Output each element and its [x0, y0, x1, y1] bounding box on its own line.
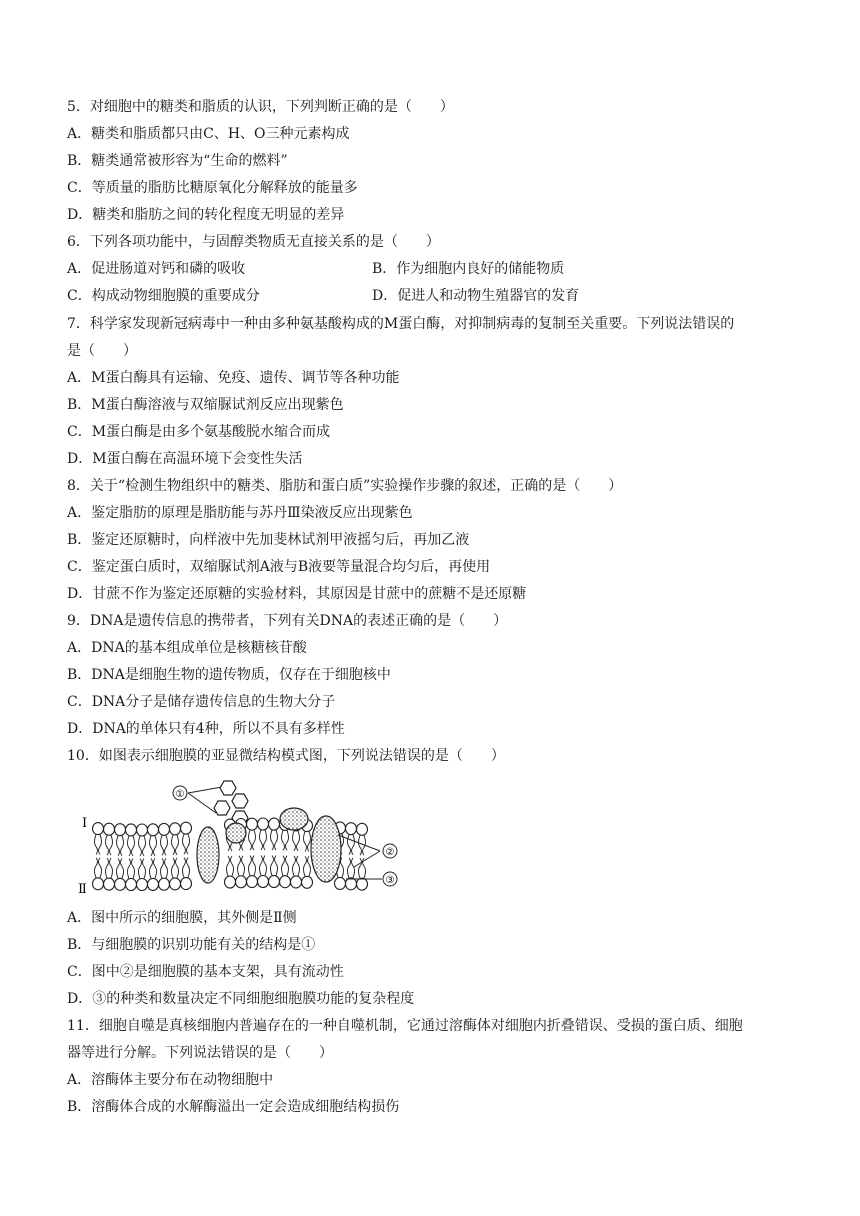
- question-8-option-c: C．鉴定蛋白质时，双缩脲试剂A液与B液要等量混合均匀后，再使用: [67, 559, 491, 575]
- label-1: ①: [175, 789, 185, 800]
- question-9-stem: 9．DNA是遗传信息的携带者，下列有关DNA的表述正确的是（ ）: [67, 613, 508, 629]
- phospholipid-tail: [121, 836, 124, 856]
- phospholipid-tail: [143, 858, 146, 878]
- protein-4: [311, 816, 341, 882]
- phospholipid-tail: [165, 858, 168, 878]
- question-7-option-b: B．M蛋白酶溶液与双缩脲试剂反应出现紫色: [67, 397, 344, 413]
- phospholipid-tail: [293, 856, 296, 876]
- phospholipid-head: [115, 878, 126, 890]
- phospholipid-tail: [282, 830, 285, 850]
- phospholipid-head: [159, 823, 170, 835]
- question-7-option-c: C．M蛋白酶是由多个氨基酸脱水缩合而成: [67, 424, 331, 440]
- question-7-stem-line-2: 是（ ）: [67, 343, 137, 359]
- phospholipid-head: [104, 878, 115, 890]
- phospholipid-head: [126, 878, 137, 890]
- phospholipid-tail: [249, 830, 252, 850]
- question-11-option-b: B．溶酶体合成的水解酶溢出一定会造成细胞结构损伤: [67, 1099, 400, 1115]
- question-6-stem: 6．下列各项功能中，与固醇类物质无直接关系的是（ ）: [67, 234, 440, 250]
- phospholipid-tail: [275, 856, 278, 876]
- phospholipid-head: [115, 824, 126, 836]
- phospholipid-tail: [165, 835, 168, 855]
- phospholipid-tail: [297, 831, 300, 851]
- question-10-option-d: D．③的种类和数量决定不同细胞细胞膜功能的复杂程度: [67, 991, 415, 1007]
- question-5-option-c: C．等质量的脂肪比糖原氧化分解释放的能量多: [67, 180, 358, 196]
- phospholipid-tail: [110, 835, 113, 855]
- question-9-option-b: B．DNA是细胞生物的遗传物质，仅存在于细胞核中: [67, 667, 391, 683]
- phospholipid-tail: [352, 858, 355, 878]
- phospholipid-tail: [308, 856, 311, 876]
- protein-1: [197, 827, 219, 883]
- phospholipid-tail: [359, 858, 362, 878]
- phospholipid-head: [357, 823, 368, 835]
- phospholipid-tail: [231, 856, 234, 876]
- protein-3: [280, 808, 308, 830]
- question-9-option-c: C．DNA分子是储存遗传信息的生物大分子: [67, 694, 336, 710]
- phospholipid-head: [170, 823, 181, 835]
- phospholipid-head: [104, 823, 115, 835]
- phospholipid-head: [181, 878, 192, 890]
- phospholipid-tail: [282, 856, 285, 876]
- phospholipid-tail: [264, 856, 267, 876]
- phospholipid-tail: [128, 836, 131, 856]
- phospholipid-tail: [172, 858, 175, 878]
- phospholipid-head: [247, 818, 258, 830]
- phospholipid-tail: [275, 830, 278, 850]
- question-10-option-a: A．图中所示的细胞膜，其外侧是Ⅱ侧: [67, 910, 297, 926]
- phospholipid-head: [181, 822, 192, 834]
- phospholipid-head: [148, 878, 159, 890]
- question-11-option-a: A．溶酶体主要分布在动物细胞中: [67, 1072, 274, 1088]
- label-2: ②: [385, 847, 395, 858]
- question-10-option-b: B．与细胞膜的识别功能有关的结构是①: [67, 937, 316, 953]
- phospholipid-head: [137, 824, 148, 836]
- phospholipid-tail: [150, 858, 153, 878]
- phospholipid-tail: [352, 835, 355, 855]
- phospholipid-head: [137, 878, 148, 890]
- phospholipid-tail: [187, 834, 190, 854]
- question-9-option-a: A．DNA的基本组成单位是核糖核苷酸: [67, 640, 307, 656]
- protein-2: [226, 823, 246, 843]
- phospholipid-tail: [183, 858, 186, 878]
- phospholipid-tail: [271, 830, 274, 850]
- phospholipid-head: [225, 876, 236, 888]
- phospholipid-head: [346, 878, 357, 890]
- phospholipid-tail: [117, 836, 120, 856]
- question-10-stem: 10．如图表示细胞膜的亚显微结构模式图，下列说法错误的是（ ）: [67, 748, 505, 764]
- question-8-stem: 8．关于“检测生物组织中的糖类、脂肪和蛋白质”实验操作步骤的叙述，正确的是（ ）: [67, 478, 623, 494]
- phospholipid-tail: [264, 830, 267, 850]
- phospholipid-tail: [304, 832, 307, 852]
- phospholipid-tail: [95, 835, 98, 855]
- phospholipid-head: [170, 878, 181, 890]
- phospholipid-tail: [249, 856, 252, 876]
- phospholipid-head: [302, 876, 313, 888]
- side-label-I: Ⅰ: [82, 816, 88, 831]
- phospholipid-tail: [297, 856, 300, 876]
- phospholipid-tail: [139, 858, 142, 878]
- cell-membrane-diagram: [76, 775, 416, 897]
- phospholipid-tail: [121, 858, 124, 878]
- phospholipid-tail: [187, 858, 190, 878]
- question-5-stem: 5．对细胞中的糖类和脂质的认识，下列判断正确的是（ ）: [67, 99, 454, 115]
- phospholipid-tail: [293, 831, 296, 851]
- phospholipid-tail: [286, 856, 289, 876]
- phospholipid-head: [291, 876, 302, 888]
- question-5-option-b: B．糖类通常被形容为“生命的燃料”: [67, 153, 288, 169]
- question-8-option-a: A．鉴定脂肪的原理是脂肪能与苏丹Ⅲ染液反应出现紫色: [67, 505, 413, 521]
- phospholipid-tail: [271, 856, 274, 876]
- phospholipid-head: [258, 818, 269, 830]
- phospholipid-tail: [139, 836, 142, 856]
- question-6-option-a: A．促进肠道对钙和磷的吸收: [67, 261, 246, 277]
- phospholipid-head: [335, 877, 346, 889]
- question-6-option-b: B．作为细胞内良好的储能物质: [372, 261, 565, 277]
- phospholipid-tail: [99, 835, 102, 855]
- phospholipid-tail: [238, 856, 241, 876]
- phospholipid-tail: [172, 835, 175, 855]
- phospholipid-head: [269, 818, 280, 830]
- phospholipid-head: [126, 824, 137, 836]
- phospholipid-tail: [227, 856, 230, 876]
- phospholipid-head: [159, 878, 170, 890]
- label-3: ③: [385, 875, 395, 886]
- phospholipid-tail: [95, 858, 98, 878]
- phospholipid-head: [247, 876, 258, 888]
- question-8-option-d: D．甘蔗不作为鉴定还原糖的实验材料，其原因是甘蔗中的蔗糖不是还原糖: [67, 586, 527, 602]
- phospholipid-head: [148, 824, 159, 836]
- phospholipid-tail: [161, 835, 164, 855]
- phospholipid-tail: [253, 856, 256, 876]
- phospholipid-tail: [348, 858, 351, 878]
- phospholipid-head: [357, 878, 368, 890]
- phospholipid-head: [346, 823, 357, 835]
- phospholipid-tail: [183, 834, 186, 854]
- phospholipid-head: [236, 876, 247, 888]
- side-label-II: Ⅱ: [78, 882, 87, 897]
- phospholipid-tail: [106, 835, 109, 855]
- phospholipid-tail: [242, 856, 245, 876]
- phospholipid-tail: [286, 830, 289, 850]
- phospholipid-tail: [308, 832, 311, 852]
- phospholipid-tail: [117, 858, 120, 878]
- phospholipid-head: [280, 876, 291, 888]
- phospholipid-head: [93, 878, 104, 890]
- phospholipid-tail: [253, 830, 256, 850]
- phospholipid-tail: [341, 857, 344, 877]
- phospholipid-tail: [150, 836, 153, 856]
- phospholipid-tail: [106, 858, 109, 878]
- phospholipid-tail: [260, 856, 263, 876]
- question-7-option-a: A．M蛋白酶具有运输、免疫、遗传、调节等各种功能: [67, 370, 400, 386]
- question-6-option-c: C．构成动物细胞膜的重要成分: [67, 288, 260, 304]
- phospholipid-tail: [348, 835, 351, 855]
- phospholipid-tail: [132, 858, 135, 878]
- question-9-option-d: D．DNA的单体只有4种，所以不具有多样性: [67, 721, 345, 737]
- question-7-option-d: D．M蛋白酶在高温环境下会变性失活: [67, 451, 303, 467]
- question-5-option-a: A．糖类和脂质都只由C、H、O三种元素构成: [67, 126, 350, 142]
- question-5-option-d: D．糖类和脂肪之间的转化程度无明显的差异: [67, 207, 345, 223]
- question-7-stem-line-1: 7．科学家发现新冠病毒中一种由多种氨基酸构成的M蛋白酶，对抑制病毒的复制至关重要。下列说法错误的: [67, 316, 735, 332]
- question-10-option-c: C．图中②是细胞膜的基本支架，具有流动性: [67, 964, 344, 980]
- phospholipid-tail: [260, 830, 263, 850]
- question-6-option-d: D．促进人和动物生殖器官的发育: [372, 288, 580, 304]
- phospholipid-tail: [154, 836, 157, 856]
- phospholipid-head: [258, 876, 269, 888]
- phospholipid-tail: [154, 858, 157, 878]
- phospholipid-tail: [359, 835, 362, 855]
- phospholipid-head: [269, 876, 280, 888]
- phospholipid-tail: [132, 836, 135, 856]
- phospholipid-head: [93, 823, 104, 835]
- question-11-stem-line-1: 11．细胞自噬是真核细胞内普遍存在的一种自噬机制，它通过溶酶体对细胞内折叠错误、受损的蛋白质、细胞: [67, 1018, 743, 1034]
- phospholipid-tail: [99, 858, 102, 878]
- question-11-stem-line-2: 器等进行分解。下列说法错误的是（ ）: [67, 1045, 333, 1061]
- phospholipid-tail: [304, 856, 307, 876]
- phospholipid-tail: [176, 835, 179, 855]
- question-8-option-b: B．鉴定还原糖时，向样液中先加斐林试剂甲液摇匀后，再加乙液: [67, 532, 470, 548]
- phospholipid-tail: [176, 858, 179, 878]
- phospholipid-tail: [128, 858, 131, 878]
- phospholipid-tail: [143, 836, 146, 856]
- phospholipid-tail: [110, 858, 113, 878]
- phospholipid-tail: [161, 858, 164, 878]
